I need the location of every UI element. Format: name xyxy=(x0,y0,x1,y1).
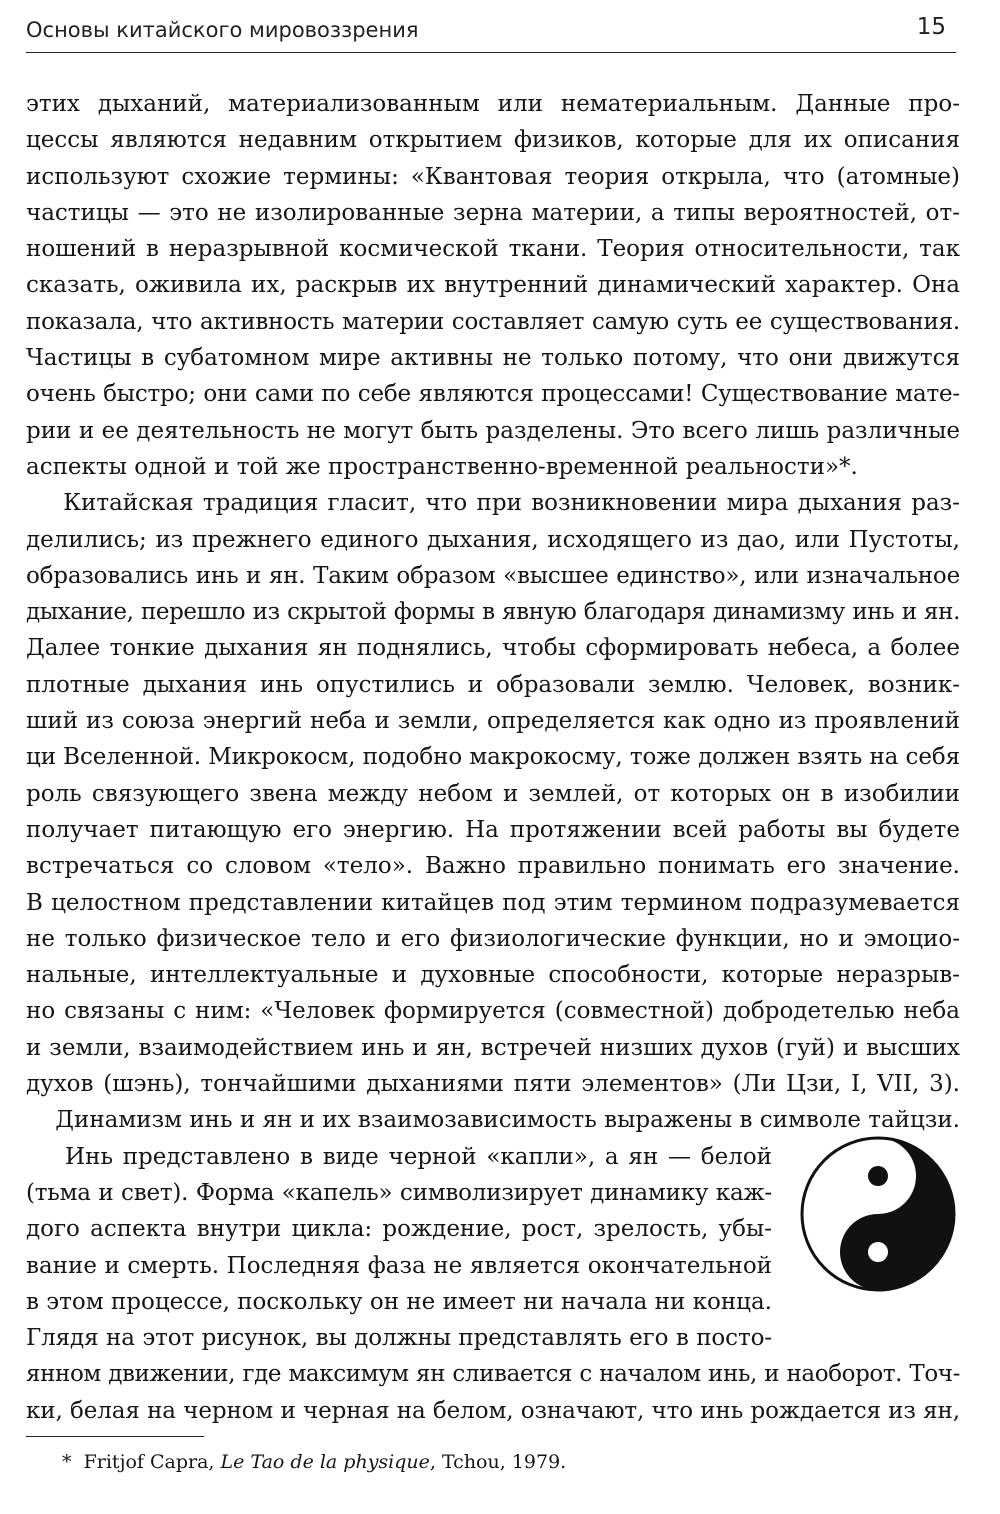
text-line: Далее тонкие дыхания ян поднялись, чтобы сформировать небеса, а более xyxy=(26,635,960,662)
text-line: плотные дыхания инь опустились и образовали землю. Человек, возник- xyxy=(26,671,960,698)
text-line: ци Вселенной. Микрокосм, подобно макрокосму, тоже должен взять на себя xyxy=(26,744,960,771)
text-line: нальные, интеллектуальные и духовные способности, которые неразрыв- xyxy=(26,962,960,989)
footnote xyxy=(62,1451,566,1473)
text-line: роль связующего звена между небом и землей, от которых он в изобилии xyxy=(26,780,960,807)
page-number: 15 xyxy=(916,14,946,40)
text-line: сказать, оживила их, раскрыв их внутренний динамический характер. Она xyxy=(26,272,960,299)
text-line: ший из союза энергий неба и земли, определяется как одно из проявлений xyxy=(26,708,960,735)
text-line: дого аспекта внутри цикла: рождение, рост, зрелость, убы- xyxy=(26,1216,772,1243)
text-line: используют схожие термины: «Квантовая теория открыла, что (атомные) xyxy=(26,163,960,190)
running-title: Основы китайского мировоззрения xyxy=(26,18,419,42)
text-line: Динамизм инь и ян и их взаимозависимость выражены в символе тайцзи. xyxy=(26,1107,960,1134)
taiji-white-dot xyxy=(868,1242,888,1262)
text-line: рии и ее деятельность не могут быть разделены. Это всего лишь различные xyxy=(26,417,960,444)
text-line: получает питающую его энергию. На протяжении всей работы вы будете xyxy=(26,816,960,843)
text-line: аспекты одной и той же пространственно-временной реальности»*. xyxy=(26,453,858,480)
text-line: очень быстро; они сами по себе являются процессами! Существование мате- xyxy=(26,381,960,408)
text-line: показала, что активность материи составляет самую суть ее существования. xyxy=(26,308,960,335)
text-line: вание и смерть. Последняя фаза не является окончательной xyxy=(26,1252,772,1279)
text-line: ки, белая на черном и черная на белом, означают, что инь рождается из ян, xyxy=(26,1397,960,1424)
text-line: Глядя на этот рисунок, вы должны представлять его в посто- xyxy=(26,1325,772,1352)
text-line: и земли, взаимодействием инь и ян, встречей низших духов (гуй) и высших xyxy=(26,1034,960,1061)
text-line: образовались инь и ян. Таким образом «высшее единство», или изначальное xyxy=(26,562,960,589)
yin-yang-icon xyxy=(798,1134,958,1294)
text-line: Частицы в субатомном мире активны не только потому, что они движутся xyxy=(26,345,960,372)
footnote-title: Le Tao de la physique xyxy=(220,1451,430,1473)
text-line: В целостном представлении китайцев под этим термином подразумевается xyxy=(26,889,960,916)
text-line: ношений в неразрывной космической ткани. Теория относительности, так xyxy=(26,236,960,263)
taiji-black-dot xyxy=(868,1166,888,1186)
text-line: дыхание, перешло из скрытой формы в явную благодаря динамизму инь и ян. xyxy=(26,599,960,626)
footnote-divider xyxy=(26,1436,204,1437)
footnote-marker: * xyxy=(62,1451,72,1473)
text-line: не только физическое тело и его физиологические функции, но и эмоцио- xyxy=(26,925,960,952)
text-line: этих дыханий, материализованным или нематериальным. Данные про- xyxy=(26,91,960,117)
text-line: встречаться со словом «тело». Важно правильно понимать его значение. xyxy=(26,853,960,880)
text-line: (тьма и свет). Форма «капель» символизирует динамику каж- xyxy=(26,1179,772,1206)
footnote-author: Fritjof Capra, xyxy=(83,1451,221,1473)
text-line: духов (шэнь), тончайшими дыханиями пяти элементов» (Ли Цзи, I, VII, 3). xyxy=(26,1071,960,1098)
text-line: делились; из прежнего единого дыхания, исходящего из дао, или Пустоты, xyxy=(26,526,960,553)
footnote-publisher: , Tchou, 1979. xyxy=(429,1451,567,1473)
page-header xyxy=(26,12,956,53)
taiji-figure xyxy=(798,1134,958,1294)
text-line: Китайская традиция гласит, что при возникновении мира дыхания раз- xyxy=(26,490,960,517)
text-line: янном движении, где максимум ян сливается с началом инь, и наоборот. Точ- xyxy=(26,1361,960,1388)
text-line: частицы — это не изолированные зерна материи, а типы вероятностей, от- xyxy=(26,199,960,226)
text-line: но связаны с ним: «Человек формируется (совместной) добродетелью неба xyxy=(26,998,960,1025)
text-line: цессы являются недавним открытием физиков, которые для их описания xyxy=(26,127,960,154)
text-line: Инь представлено в виде черной «капли», а ян — белой xyxy=(26,1143,772,1170)
text-line: в этом процессе, поскольку он не имеет ни начала ни конца. xyxy=(26,1288,772,1315)
